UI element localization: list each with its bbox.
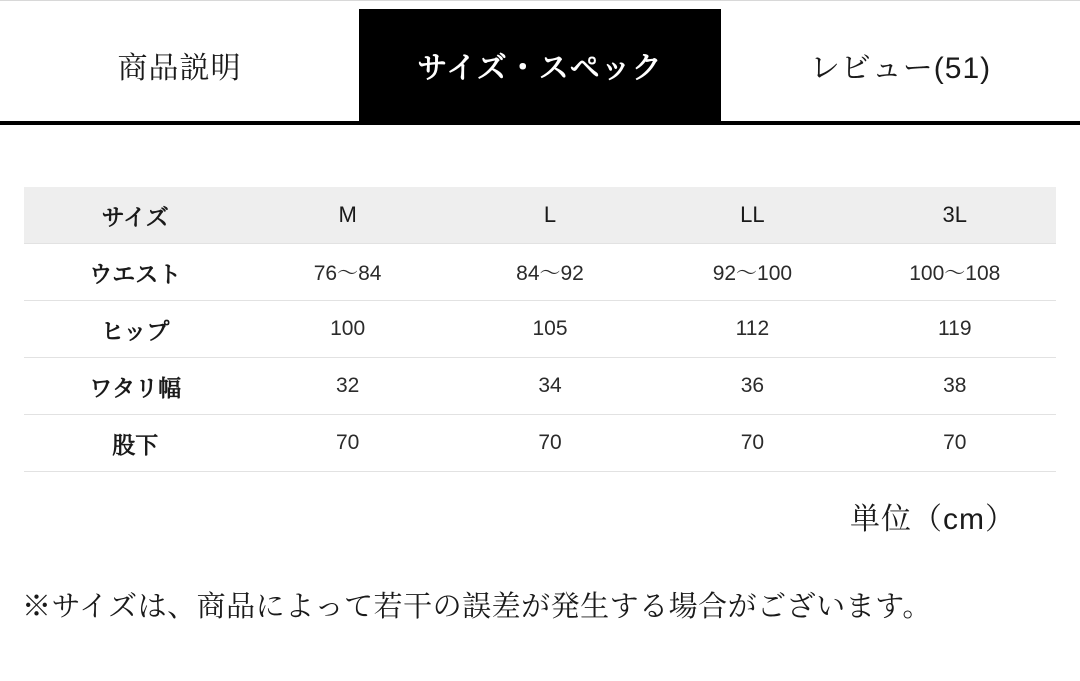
- cell-hip-l: 105: [449, 301, 651, 358]
- table-header-row: [24, 187, 1056, 244]
- tab-reviews[interactable]: [721, 9, 1080, 121]
- header-cell-ll: LL: [651, 187, 853, 244]
- table-row: [24, 301, 1056, 358]
- cell-hip-m: 100: [246, 301, 448, 358]
- cell-inseam-ll: 70: [651, 415, 853, 472]
- tab-label: レビュー(51): [809, 52, 992, 85]
- cell-waist-3l: 100〜108: [854, 244, 1056, 301]
- cell-inseam-m: 70: [246, 415, 448, 472]
- size-spec-table: [24, 187, 1056, 472]
- table-header: [24, 187, 1056, 244]
- row-label-thigh-width: ワタリ幅: [24, 358, 246, 415]
- tab-size-spec[interactable]: [359, 9, 721, 121]
- table-row: [24, 244, 1056, 301]
- size-disclaimer-note: ※サイズは、商品によって若干の誤差が発生する場合がございます。: [22, 591, 932, 623]
- cell-thigh-ll: 36: [651, 358, 853, 415]
- cell-waist-l: 84〜92: [449, 244, 651, 301]
- cell-waist-ll: 92〜100: [651, 244, 853, 301]
- size-table-container: [0, 125, 1080, 538]
- tab-label: 商品説明: [117, 52, 242, 85]
- cell-waist-m: 76〜84: [246, 244, 448, 301]
- tab-label: サイズ・スペック: [417, 52, 663, 85]
- cell-thigh-3l: 38: [854, 358, 1056, 415]
- cell-inseam-3l: 70: [854, 415, 1056, 472]
- table-row: [24, 415, 1056, 472]
- table-body: [24, 244, 1056, 472]
- row-label-hip: ヒップ: [24, 301, 246, 358]
- table-row: [24, 358, 1056, 415]
- header-cell-size: サイズ: [24, 187, 246, 244]
- cell-inseam-l: 70: [449, 415, 651, 472]
- row-label-waist: ウエスト: [24, 244, 246, 301]
- top-divider: [0, 0, 1080, 9]
- header-cell-3l: 3L: [854, 187, 1056, 244]
- cell-hip-3l: 119: [854, 301, 1056, 358]
- header-cell-l: L: [449, 187, 651, 244]
- row-label-inseam: 股下: [24, 415, 246, 472]
- tab-bar: [0, 9, 1080, 125]
- unit-note: 単位（cm）: [850, 503, 1016, 536]
- tab-product-description[interactable]: [0, 9, 359, 121]
- cell-hip-ll: 112: [651, 301, 853, 358]
- cell-thigh-m: 32: [246, 358, 448, 415]
- cell-thigh-l: 34: [449, 358, 651, 415]
- header-cell-m: M: [246, 187, 448, 244]
